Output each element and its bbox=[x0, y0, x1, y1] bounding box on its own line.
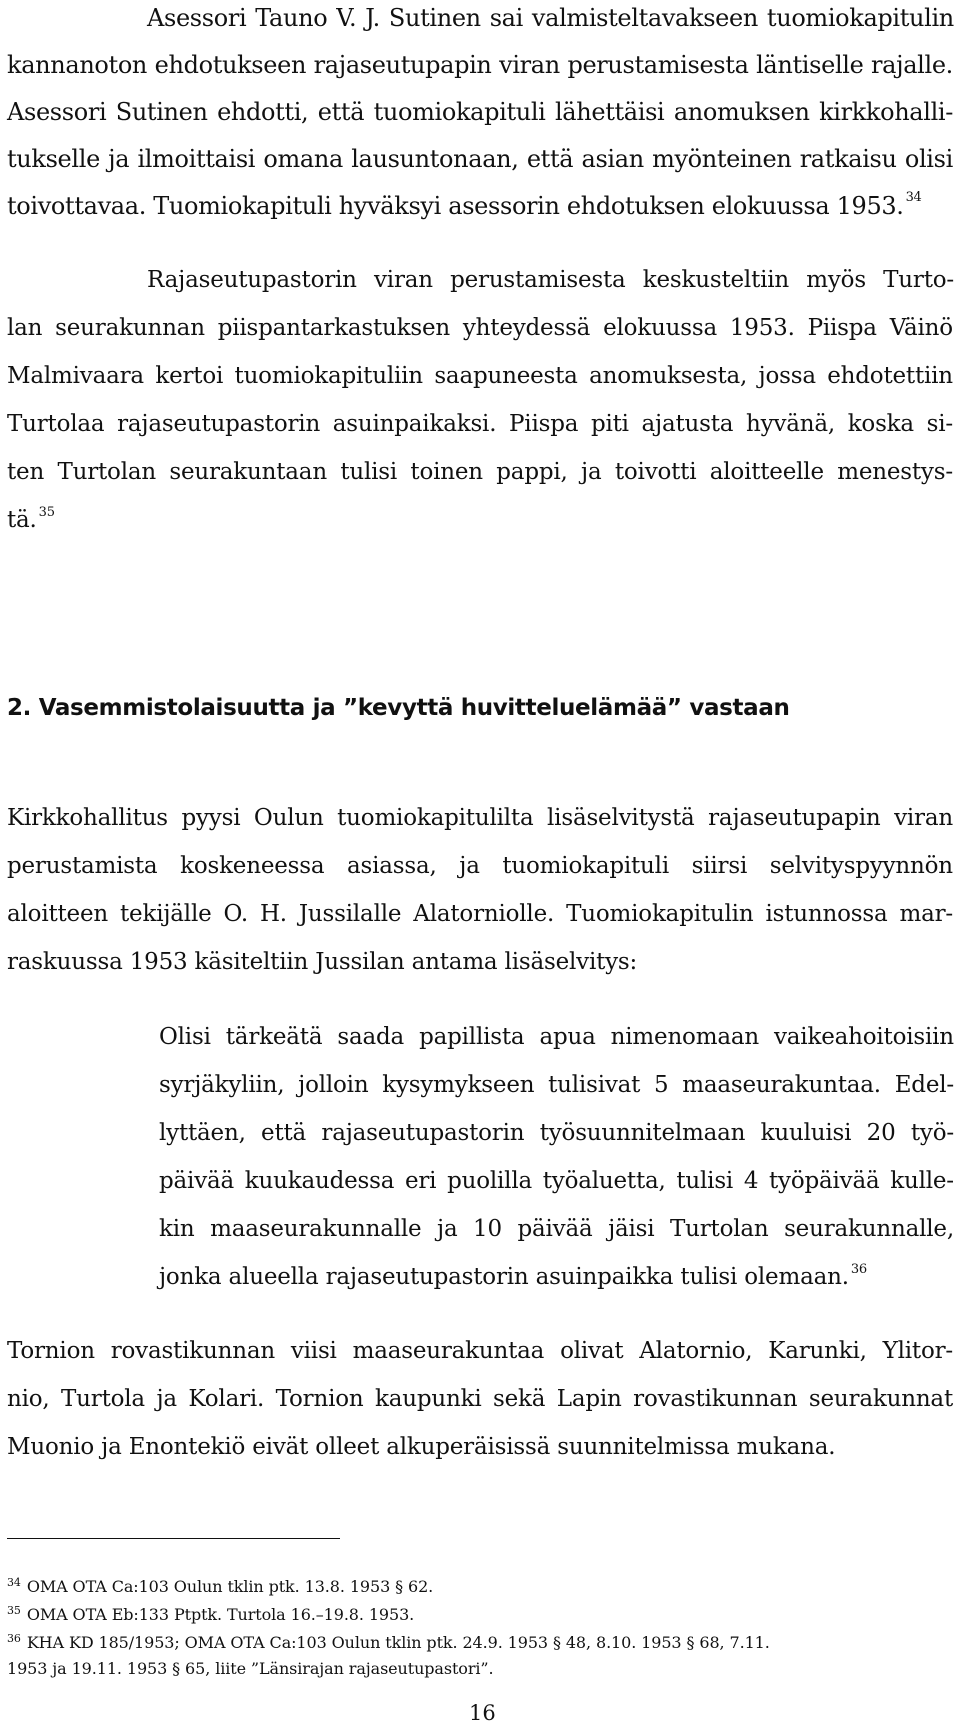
text-line: ten Turtolan seurakuntaan tulisi toinen pappi, ja toivotti aloitteelle menestys- bbox=[7, 459, 953, 485]
footnote-36 bbox=[7, 1633, 770, 1652]
text-line: toivottavaa. Tuomiokapituli hyväksyi asessorin ehdotuksen elokuussa 1953. bbox=[7, 192, 904, 220]
text-line: tukselle ja ilmoittaisi omana lausuntonaan, että asian myönteinen ratkaisu olisi bbox=[7, 145, 953, 173]
quote-line: Olisi tärkeätä saada papillista apua nimenomaan vaikeahoitoisiin bbox=[159, 1024, 954, 1050]
footnote-reference[interactable]: 36 bbox=[850, 1262, 867, 1277]
footnote-34 bbox=[7, 1577, 433, 1596]
footnote-reference[interactable]: 35 bbox=[38, 505, 55, 520]
text-line: Muonio ja Enontekiö eivät olleet alkuperäisissä suunnitelmissa mukana. bbox=[7, 1434, 836, 1460]
text-line: perustamista koskeneessa asiassa, ja tuomiokapituli siirsi selvityspyynnön bbox=[7, 853, 953, 879]
footnote-number: 34 bbox=[7, 1576, 21, 1589]
text-line: Tornion rovastikunnan viisi maaseurakuntaa olivat Alatornio, Karunki, Ylitor- bbox=[7, 1338, 953, 1364]
text-line: nio, Turtola ja Kolari. Tornion kaupunki sekä Lapin rovastikunnan seurakunnat bbox=[7, 1386, 953, 1412]
footnote-text: KHA KD 185/1953; OMA OTA Ca:103 Oulun tklin ptk. 24.9. 1953 § 48, 8.10. 1953 § 68, 7.11. bbox=[26, 1633, 770, 1652]
text-line: Asessori Tauno V. J. Sutinen sai valmisteltavakseen tuomiokapitulin bbox=[147, 4, 954, 32]
footnote-number: 36 bbox=[7, 1632, 21, 1645]
quote-line: lyttäen, että rajaseutupastorin työsuunnitelmaan kuuluisi 20 työ- bbox=[159, 1120, 954, 1146]
text-line: Malmivaara kertoi tuomiokapituliin saapuneesta anomuksesta, jossa ehdotettiin bbox=[7, 363, 953, 389]
quote-line: syrjäkyliin, jolloin kysymykseen tulisivat 5 maaseurakuntaa. Edel- bbox=[159, 1072, 954, 1098]
text-line: kannanoton ehdotukseen rajaseutupapin viran perustamisesta läntiselle rajalle. bbox=[7, 51, 953, 79]
text-line: Turtolaa rajaseutupastorin asuinpaikaksi. Piispa piti ajatusta hyvänä, koska si- bbox=[7, 411, 953, 437]
footnote-text: OMA OTA Ca:103 Oulun tklin ptk. 13.8. 1953 § 62. bbox=[26, 1577, 434, 1596]
page-number: 16 bbox=[469, 1701, 496, 1725]
footnote-reference[interactable]: 34 bbox=[905, 190, 922, 205]
quote-line: päivää kuukaudessa eri puolilla työaluetta, tulisi 4 työpäivää kulle- bbox=[159, 1168, 954, 1194]
text-line: aloitteen tekijälle O. H. Jussilalle Alatorniolle. Tuomiokapitulin istunnossa mar- bbox=[7, 901, 953, 927]
text-line-last bbox=[7, 192, 921, 220]
footnote-text: OMA OTA Eb:133 Ptptk. Turtola 16.–19.8. 1953. bbox=[26, 1605, 415, 1624]
footnote-number: 35 bbox=[7, 1604, 21, 1617]
footnote-36-continuation: 1953 ja 19.11. 1953 § 65, liite ”Länsirajan rajaseutupastori”. bbox=[7, 1659, 494, 1678]
quote-line: kin maaseurakunnalle ja 10 päivää jäisi Turtolan seurakunnalle, bbox=[159, 1216, 954, 1242]
text-line: lan seurakunnan piispantarkastuksen yhteydessä elokuussa 1953. Piispa Väinö bbox=[7, 315, 953, 341]
text-line: Rajaseutupastorin viran perustamisesta keskusteltiin myös Turto- bbox=[147, 267, 954, 293]
text-line: tä. bbox=[7, 507, 37, 533]
quote-line-last bbox=[159, 1264, 867, 1290]
text-line: Asessori Sutinen ehdotti, että tuomiokapituli lähettäisi anomuksen kirkkohalli- bbox=[7, 98, 953, 126]
text-line: raskuussa 1953 käsiteltiin Jussilan antama lisäselvitys: bbox=[7, 949, 638, 975]
text-line: Kirkkohallitus pyysi Oulun tuomiokapitulilta lisäselvitystä rajaseutupapin viran bbox=[7, 805, 953, 831]
footnote-separator bbox=[7, 1538, 340, 1539]
quote-line: jonka alueella rajaseutupastorin asuinpaikka tulisi olemaan. bbox=[159, 1264, 849, 1290]
footnote-35 bbox=[7, 1605, 414, 1624]
section-heading: 2. Vasemmistolaisuutta ja ”kevyttä huvitteluelämää” vastaan bbox=[7, 695, 790, 721]
text-line-last bbox=[7, 507, 55, 533]
